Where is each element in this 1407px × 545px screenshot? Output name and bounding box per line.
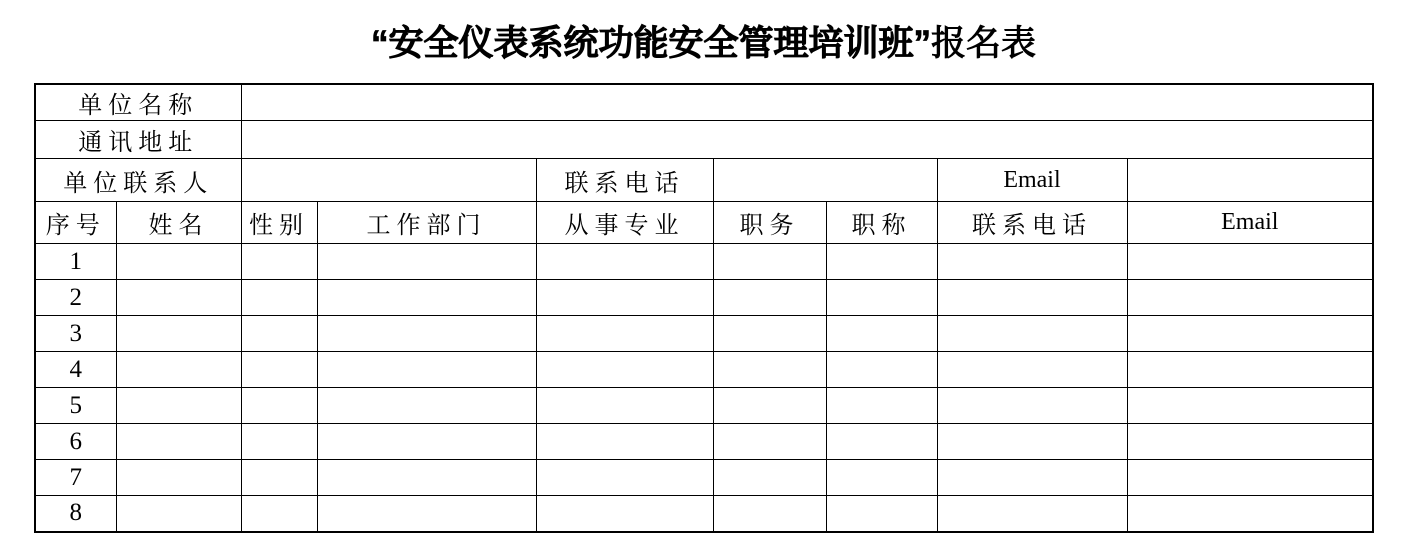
unit-name-row xyxy=(35,84,1373,121)
roster-cell-specialty[interactable] xyxy=(536,352,713,388)
col-header-position: 职务 xyxy=(713,202,826,244)
roster-cell-gender[interactable] xyxy=(241,352,317,388)
roster-cell-job-title[interactable] xyxy=(826,244,937,280)
roster-cell-specialty[interactable] xyxy=(536,316,713,352)
roster-cell-position[interactable] xyxy=(713,244,826,280)
roster-cell-email[interactable] xyxy=(1127,388,1373,424)
roster-cell-name[interactable] xyxy=(116,496,241,532)
roster-cell-phone[interactable] xyxy=(937,316,1127,352)
roster-cell-email[interactable] xyxy=(1127,244,1373,280)
roster-cell-phone[interactable] xyxy=(937,388,1127,424)
col-header-specialty: 从事专业 xyxy=(536,202,713,244)
address-label: 通讯地址 xyxy=(35,121,241,159)
roster-cell-email[interactable] xyxy=(1127,424,1373,460)
roster-cell-job-title[interactable] xyxy=(826,280,937,316)
contact-input-cell[interactable] xyxy=(241,159,536,202)
contact-email-input-cell[interactable] xyxy=(1127,159,1373,202)
row-number: 2 xyxy=(35,280,116,316)
roster-cell-department[interactable] xyxy=(317,280,536,316)
roster-cell-specialty[interactable] xyxy=(536,460,713,496)
row-number: 5 xyxy=(35,388,116,424)
roster-cell-name[interactable] xyxy=(116,460,241,496)
roster-header-row xyxy=(35,202,1373,244)
unit-name-label: 单位名称 xyxy=(35,84,241,121)
roster-cell-specialty[interactable] xyxy=(536,424,713,460)
roster-row-1 xyxy=(35,244,1373,280)
roster-cell-department[interactable] xyxy=(317,496,536,532)
row-number: 7 xyxy=(35,460,116,496)
title-suffix: 报名表 xyxy=(931,24,1037,63)
roster-row-7 xyxy=(35,460,1373,496)
row-number: 6 xyxy=(35,424,116,460)
roster-cell-name[interactable] xyxy=(116,352,241,388)
roster-cell-gender[interactable] xyxy=(241,424,317,460)
roster-cell-department[interactable] xyxy=(317,460,536,496)
row-number: 8 xyxy=(35,496,116,532)
contact-row xyxy=(35,159,1373,202)
roster-cell-specialty[interactable] xyxy=(536,280,713,316)
col-header-index: 序号 xyxy=(35,202,116,244)
title-course-name: “安全仪表系统功能安全管理培训班” xyxy=(370,24,931,63)
roster-cell-gender[interactable] xyxy=(241,460,317,496)
roster-cell-phone[interactable] xyxy=(937,496,1127,532)
roster-row-8 xyxy=(35,496,1373,532)
page-title xyxy=(0,0,1407,66)
roster-cell-phone[interactable] xyxy=(937,352,1127,388)
roster-cell-specialty[interactable] xyxy=(536,244,713,280)
roster-cell-job-title[interactable] xyxy=(826,388,937,424)
address-input-cell[interactable] xyxy=(241,121,1373,159)
roster-cell-job-title[interactable] xyxy=(826,460,937,496)
row-number: 3 xyxy=(35,316,116,352)
contact-phone-input-cell[interactable] xyxy=(713,159,937,202)
col-header-email: Email xyxy=(1127,202,1373,244)
roster-cell-gender[interactable] xyxy=(241,244,317,280)
roster-cell-job-title[interactable] xyxy=(826,352,937,388)
col-header-name: 姓名 xyxy=(116,202,241,244)
roster-cell-department[interactable] xyxy=(317,244,536,280)
roster-cell-department[interactable] xyxy=(317,316,536,352)
roster-cell-name[interactable] xyxy=(116,244,241,280)
roster-cell-phone[interactable] xyxy=(937,244,1127,280)
row-number: 4 xyxy=(35,352,116,388)
col-header-job-title: 职称 xyxy=(826,202,937,244)
roster-cell-name[interactable] xyxy=(116,280,241,316)
roster-cell-gender[interactable] xyxy=(241,388,317,424)
roster-row-4 xyxy=(35,352,1373,388)
roster-cell-email[interactable] xyxy=(1127,280,1373,316)
roster-row-6 xyxy=(35,424,1373,460)
roster-row-2 xyxy=(35,280,1373,316)
contact-email-label: Email xyxy=(937,159,1127,202)
roster-cell-position[interactable] xyxy=(713,388,826,424)
col-header-gender: 性别 xyxy=(241,202,317,244)
roster-row-3 xyxy=(35,316,1373,352)
roster-cell-email[interactable] xyxy=(1127,316,1373,352)
roster-cell-department[interactable] xyxy=(317,388,536,424)
roster-cell-phone[interactable] xyxy=(937,280,1127,316)
col-header-phone: 联系电话 xyxy=(937,202,1127,244)
roster-cell-name[interactable] xyxy=(116,316,241,352)
contact-label: 单位联系人 xyxy=(35,159,241,202)
roster-cell-job-title[interactable] xyxy=(826,424,937,460)
roster-cell-position[interactable] xyxy=(713,280,826,316)
row-number: 1 xyxy=(35,244,116,280)
roster-cell-gender[interactable] xyxy=(241,316,317,352)
roster-cell-gender[interactable] xyxy=(241,496,317,532)
roster-cell-job-title[interactable] xyxy=(826,496,937,532)
roster-cell-position[interactable] xyxy=(713,496,826,532)
roster-cell-phone[interactable] xyxy=(937,424,1127,460)
roster-cell-name[interactable] xyxy=(116,424,241,460)
roster-cell-email[interactable] xyxy=(1127,496,1373,532)
roster-cell-specialty[interactable] xyxy=(536,496,713,532)
roster-cell-position[interactable] xyxy=(713,352,826,388)
roster-cell-position[interactable] xyxy=(713,316,826,352)
roster-cell-department[interactable] xyxy=(317,424,536,460)
roster-cell-email[interactable] xyxy=(1127,352,1373,388)
roster-cell-position[interactable] xyxy=(713,424,826,460)
roster-cell-job-title[interactable] xyxy=(826,316,937,352)
registration-table xyxy=(34,83,1374,533)
roster-cell-email[interactable] xyxy=(1127,460,1373,496)
roster-cell-specialty[interactable] xyxy=(536,388,713,424)
roster-cell-gender[interactable] xyxy=(241,280,317,316)
contact-phone-label: 联系电话 xyxy=(536,159,713,202)
col-header-department: 工作部门 xyxy=(317,202,536,244)
roster-cell-phone[interactable] xyxy=(937,460,1127,496)
roster-cell-name[interactable] xyxy=(116,388,241,424)
roster-row-5 xyxy=(35,388,1373,424)
address-row xyxy=(35,121,1373,159)
unit-name-input-cell[interactable] xyxy=(241,84,1373,121)
roster-cell-department[interactable] xyxy=(317,352,536,388)
roster-cell-position[interactable] xyxy=(713,460,826,496)
